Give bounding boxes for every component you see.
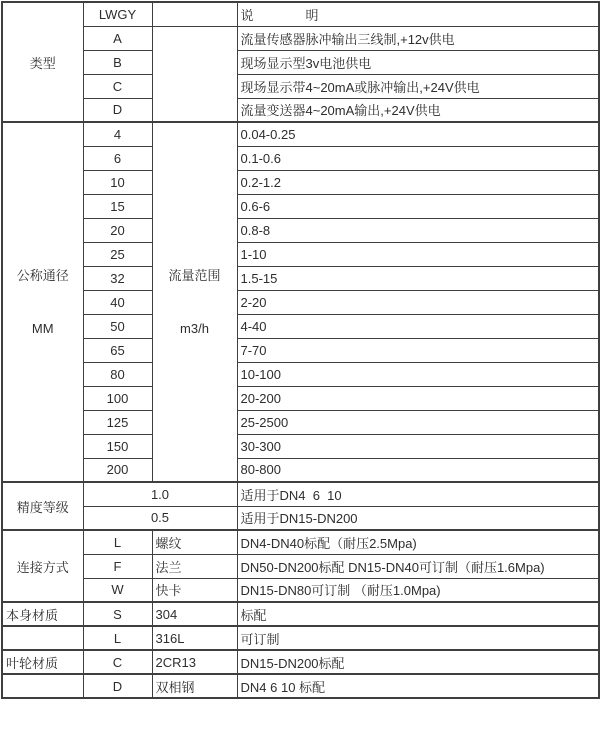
connection-desc-cell: DN50-DN200标配 DN15-DN40可订制（耐压1.6Mpa) [237, 554, 599, 578]
type-row [2, 74, 599, 98]
type-code-cell: A [83, 26, 152, 50]
diameter-row [2, 170, 599, 194]
type-row [2, 98, 599, 122]
material-name-cell: 316L [152, 626, 237, 650]
type-code-cell: D [83, 98, 152, 122]
type-desc-cell: 流量变送器4~20mA输出,+24V供电 [237, 98, 599, 122]
diameter-row [2, 194, 599, 218]
diameter-row [2, 218, 599, 242]
dn-value-cell: 65 [83, 338, 152, 362]
type-row [2, 50, 599, 74]
material-row [2, 674, 599, 698]
material-row [2, 626, 599, 650]
accuracy-section-label: 精度等级 [2, 482, 83, 530]
diameter-row [2, 434, 599, 458]
connection-row [2, 554, 599, 578]
type-section-label: 类型 [2, 2, 83, 122]
accuracy-desc-cell: 适用于DN15-DN200 [237, 506, 599, 530]
flow-range-cell: 0.1-0.6 [237, 146, 599, 170]
diameter-label-line1: 公称通径 [16, 267, 69, 283]
type-code-cell: C [83, 74, 152, 98]
flow-range-cell: 80-800 [237, 458, 599, 482]
connection-name-cell: 法兰 [152, 554, 237, 578]
flow-range-cell: 0.2-1.2 [237, 170, 599, 194]
flow-label-line1: 流量范围 [168, 267, 221, 283]
connection-code-cell: F [83, 554, 152, 578]
flow-range-cell: 4-40 [237, 314, 599, 338]
dn-value-cell: 40 [83, 290, 152, 314]
flowmeter-spec-table [1, 1, 600, 699]
diameter-row [2, 362, 599, 386]
diameter-row [2, 458, 599, 482]
flow-range-cell: 25-2500 [237, 410, 599, 434]
material-label-cell: 本身材质 [2, 602, 83, 626]
type-desc-cell: 现场显示型3v电池供电 [237, 50, 599, 74]
connection-row [2, 578, 599, 602]
dn-value-cell: 32 [83, 266, 152, 290]
accuracy-desc-cell: 适用于DN4 6 10 [237, 482, 599, 506]
accuracy-row [2, 506, 599, 530]
flow-range-cell: 1-10 [237, 242, 599, 266]
header-description: 说 明 [237, 2, 599, 26]
flow-range-cell: 1.5-15 [237, 266, 599, 290]
diameter-row [2, 122, 599, 146]
connection-section-label: 连接方式 [2, 530, 83, 602]
flow-range-cell: 10-100 [237, 362, 599, 386]
material-row [2, 602, 599, 626]
material-label-cell: 叶轮材质 [2, 650, 83, 674]
type-desc-cell: 流量传感器脉冲输出三线制,+12v供电 [237, 26, 599, 50]
connection-desc-cell: DN4-DN40标配（耐压2.5Mpa) [237, 530, 599, 554]
dn-value-cell: 200 [83, 458, 152, 482]
diameter-row [2, 338, 599, 362]
connection-row [2, 530, 599, 554]
flow-range-cell: 0.8-8 [237, 218, 599, 242]
material-desc-cell: DN15-DN200标配 [237, 650, 599, 674]
type-code-cell: B [83, 50, 152, 74]
material-code-cell: C [83, 650, 152, 674]
dn-value-cell: 15 [83, 194, 152, 218]
material-desc-cell: DN4 6 10 标配 [237, 674, 599, 698]
accuracy-row [2, 482, 599, 506]
material-label-cell [2, 674, 83, 698]
material-code-cell: S [83, 602, 152, 626]
connection-code-cell: L [83, 530, 152, 554]
dn-value-cell: 150 [83, 434, 152, 458]
dn-value-cell: 125 [83, 410, 152, 434]
header-empty-cell [152, 2, 237, 26]
flow-label-line2: m3/h [180, 320, 209, 336]
dn-value-cell: 25 [83, 242, 152, 266]
flow-range-cell: 0.04-0.25 [237, 122, 599, 146]
dn-value-cell: 50 [83, 314, 152, 338]
material-desc-cell: 标配 [237, 602, 599, 626]
material-name-cell: 2CR13 [152, 650, 237, 674]
diameter-row [2, 266, 599, 290]
flow-range-label [152, 122, 237, 482]
diameter-section-label [2, 122, 83, 482]
header-row [2, 2, 599, 26]
diameter-row [2, 290, 599, 314]
material-desc-cell: 可订制 [237, 626, 599, 650]
connection-desc-cell: DN15-DN80可订制 （耐压1.0Mpa) [237, 578, 599, 602]
dn-value-cell: 4 [83, 122, 152, 146]
dn-value-cell: 6 [83, 146, 152, 170]
diameter-row [2, 314, 599, 338]
flow-range-cell: 20-200 [237, 386, 599, 410]
flow-range-cell: 0.6-6 [237, 194, 599, 218]
connection-code-cell: W [83, 578, 152, 602]
accuracy-value-cell: 0.5 [83, 506, 237, 530]
connection-name-cell: 快卡 [152, 578, 237, 602]
diameter-label-line2: MM [31, 320, 54, 336]
material-label-cell [2, 626, 83, 650]
material-code-cell: D [83, 674, 152, 698]
diameter-row [2, 410, 599, 434]
type-row [2, 26, 599, 50]
connection-name-cell: 螺纹 [152, 530, 237, 554]
material-code-cell: L [83, 626, 152, 650]
type-desc-cell: 现场显示带4~20mA或脉冲输出,+24V供电 [237, 74, 599, 98]
dn-value-cell: 10 [83, 170, 152, 194]
diameter-row [2, 242, 599, 266]
dn-value-cell: 80 [83, 362, 152, 386]
diameter-row [2, 146, 599, 170]
material-name-cell: 双相钢 [152, 674, 237, 698]
dn-value-cell: 20 [83, 218, 152, 242]
flow-range-cell: 7-70 [237, 338, 599, 362]
diameter-row [2, 386, 599, 410]
header-product-code: LWGY [83, 2, 152, 26]
material-name-cell: 304 [152, 602, 237, 626]
accuracy-value-cell: 1.0 [83, 482, 237, 506]
dn-value-cell: 100 [83, 386, 152, 410]
material-row [2, 650, 599, 674]
flow-range-cell: 2-20 [237, 290, 599, 314]
type-empty-cell [152, 26, 237, 122]
flow-range-cell: 30-300 [237, 434, 599, 458]
